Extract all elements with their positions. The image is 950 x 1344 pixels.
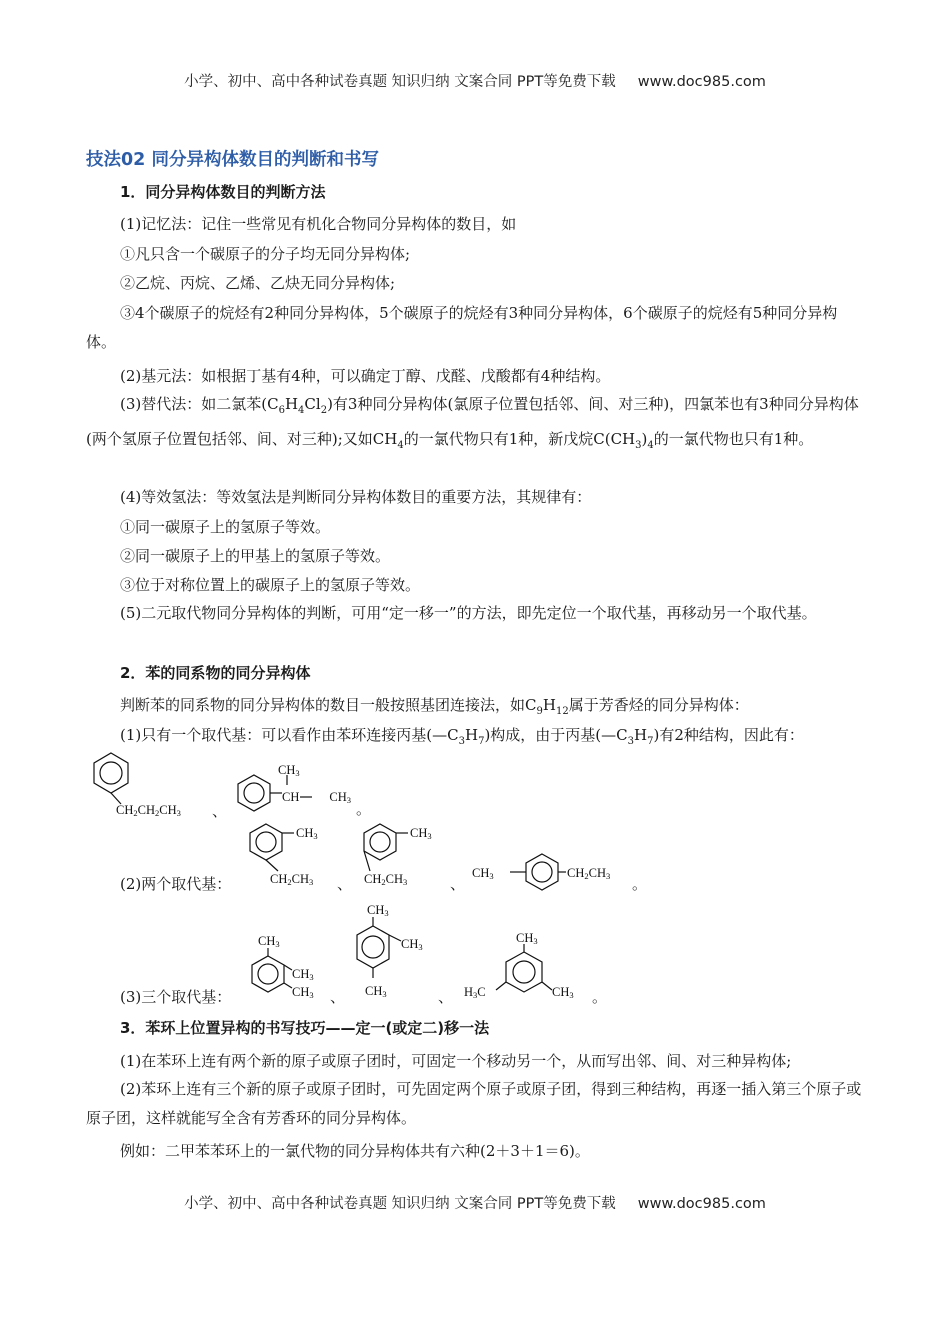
svg-text:CH3: CH3 (278, 763, 300, 778)
svg-text:CH3: CH3 (258, 934, 280, 949)
page-header (0, 70, 950, 91)
separator: 、 (212, 802, 228, 820)
sec1-p5: (5)二元取代物同分异构体的判断，可用“定一移一”的方法，即先定位一个取代基，再移动另一个取代基。 (120, 604, 817, 622)
period: 。 (592, 988, 608, 1006)
svg-text:CH3: CH3 (365, 984, 387, 999)
period: 。 (632, 875, 648, 893)
separator: 、 (450, 875, 466, 893)
sec1-p1b: ②乙烷、丙烷、乙烯、乙炔无同分异构体; (120, 274, 396, 292)
page-footer (0, 1192, 950, 1213)
sec1-p4b: ②同一碳原子上的甲基上的氢原子等效。 (120, 547, 391, 565)
svg-text:CH3: CH3 (367, 903, 389, 918)
svg-text:CHCH3: CH CH3 (282, 790, 351, 805)
svg-text:CH3: CH3 (401, 937, 423, 952)
svg-text:CH3: CH3 (472, 866, 494, 881)
svg-text:CH2CH3: CH2CH3 (364, 872, 408, 887)
header-text: 小学、初中、高中各种试卷真题 知识归纳 文案合同 PPT等免费下载 (184, 74, 616, 90)
svg-text:CH3: CH3 (410, 826, 432, 841)
separator: 、 (337, 875, 353, 893)
svg-text:CH3: CH3 (296, 826, 318, 841)
footer-url[interactable]: www.doc985.com (637, 1196, 766, 1212)
sec2-intro: 判断苯的同系物的同分异构体的数目一般按照基团连接法，如$C_9H_{12}$属于芳香烃的同分异构体： (120, 696, 749, 717)
sec1-p1: (1)记忆法：记住一些常见有机化合物同分异构体的数目，如 (120, 215, 517, 233)
sec2-heading: 2．苯的同系物的同分异构体 (120, 664, 311, 682)
sec2-one: (1)只有一个取代基：可以看作由苯环连接丙基$(—C_3H_7)$构成，由于丙基$(—C_3H_7)$有2种结构，因此有： (120, 726, 804, 747)
separator: 、 (438, 988, 454, 1006)
sec1-p4a: ①同一碳原子上的氢原子等效。 (120, 518, 331, 536)
svg-text:CH3: CH3 (516, 931, 538, 946)
sec1-p4c: ③位于对称位置上的碳原子上的氢原子等效。 (120, 576, 421, 594)
sec3-p2: (2)苯环上连有三个新的原子或原子团时，可先固定两个原子或原子团，得到三种结构，再逐一插入第三个原子或原子团，这样就能写全含有芳香环的同分异构体。 (86, 1080, 862, 1127)
svg-text:CH2CH3: CH2CH3 (270, 872, 314, 887)
sec1-p4: (4)等效氢法：等效氢法是判断同分异构体数目的重要方法，其规律有： (120, 488, 592, 506)
sec3-p1: (1)在苯环上连有两个新的原子或原子团时，可固定一个移动另一个，从而写出邻、间、对三种异构体; (120, 1052, 792, 1070)
header-url[interactable]: www.doc985.com (637, 74, 766, 90)
svg-text:CH2CH2CH3: CH2CH2CH3 (116, 803, 181, 818)
n-propylbenzene-structure (86, 748, 211, 820)
svg-text:CH3: CH3 (292, 985, 314, 1000)
sec3-heading: 3．苯环上位置异构的书写技巧——定一(或定二)移一法 (120, 1019, 490, 1037)
section-title: 技法02 同分异构体数目的判断和书写 (86, 150, 379, 170)
separator: 、 (330, 988, 346, 1006)
svg-text:H3C: H3C (464, 985, 486, 1000)
period: 。 (356, 800, 372, 818)
sec2-two-label: (2)两个取代基： (120, 875, 232, 893)
mesitylene-structure (462, 930, 592, 1004)
isopropylbenzene-structure (232, 762, 362, 822)
sec3-p3: 例如：二甲苯苯环上的一氯代物的同分异构体共有六种(2＋3＋1＝6)。 (120, 1142, 590, 1160)
sec1-p1c: ③4个碳原子的烷烃有2种同分异构体，5个碳原子的烷烃有3种同分异构体，6个碳原子的烷烃有5种同分异构体。 (86, 304, 838, 351)
svg-text:CH2CH3: CH2CH3 (567, 866, 611, 881)
m-ethyltoluene-structure (358, 820, 448, 892)
footer-text: 小学、初中、高中各种试卷真题 知识归纳 文案合同 PPT等免费下载 (184, 1196, 616, 1212)
pseudocumene-structure (345, 900, 435, 1004)
svg-text:CH3: CH3 (292, 967, 314, 982)
p-ethyltoluene-structure (470, 850, 630, 894)
svg-text:CH3: CH3 (552, 985, 574, 1000)
o-ethyltoluene-structure (244, 820, 339, 892)
sec1-p2: (2)基元法：如根据丁基有4种，可以确定丁醇、戊醛、戊酸都有4种结构。 (120, 367, 611, 385)
sec2-three-label: (3)三个取代基： (120, 988, 232, 1006)
hemimellitene-structure (240, 930, 330, 1004)
sec1-p3: (3)替代法：如二氯苯$(C_6H_4Cl_2)$有3种同分异构体(氯原子位置包括邻、间、对三种)，四氯苯也有3种同分异构体(两个氢原子位置包括邻、间、对三种);又如$CH_4$的一氯代物只有1种，新戊烷$C(CH_3)_4$的一氯代物也只有1种。 (86, 395, 859, 451)
sec1-heading: 1．同分异构体数目的判断方法 (120, 183, 326, 201)
sec1-p1a: ①凡只含一个碳原子的分子均无同分异构体; (120, 245, 411, 263)
